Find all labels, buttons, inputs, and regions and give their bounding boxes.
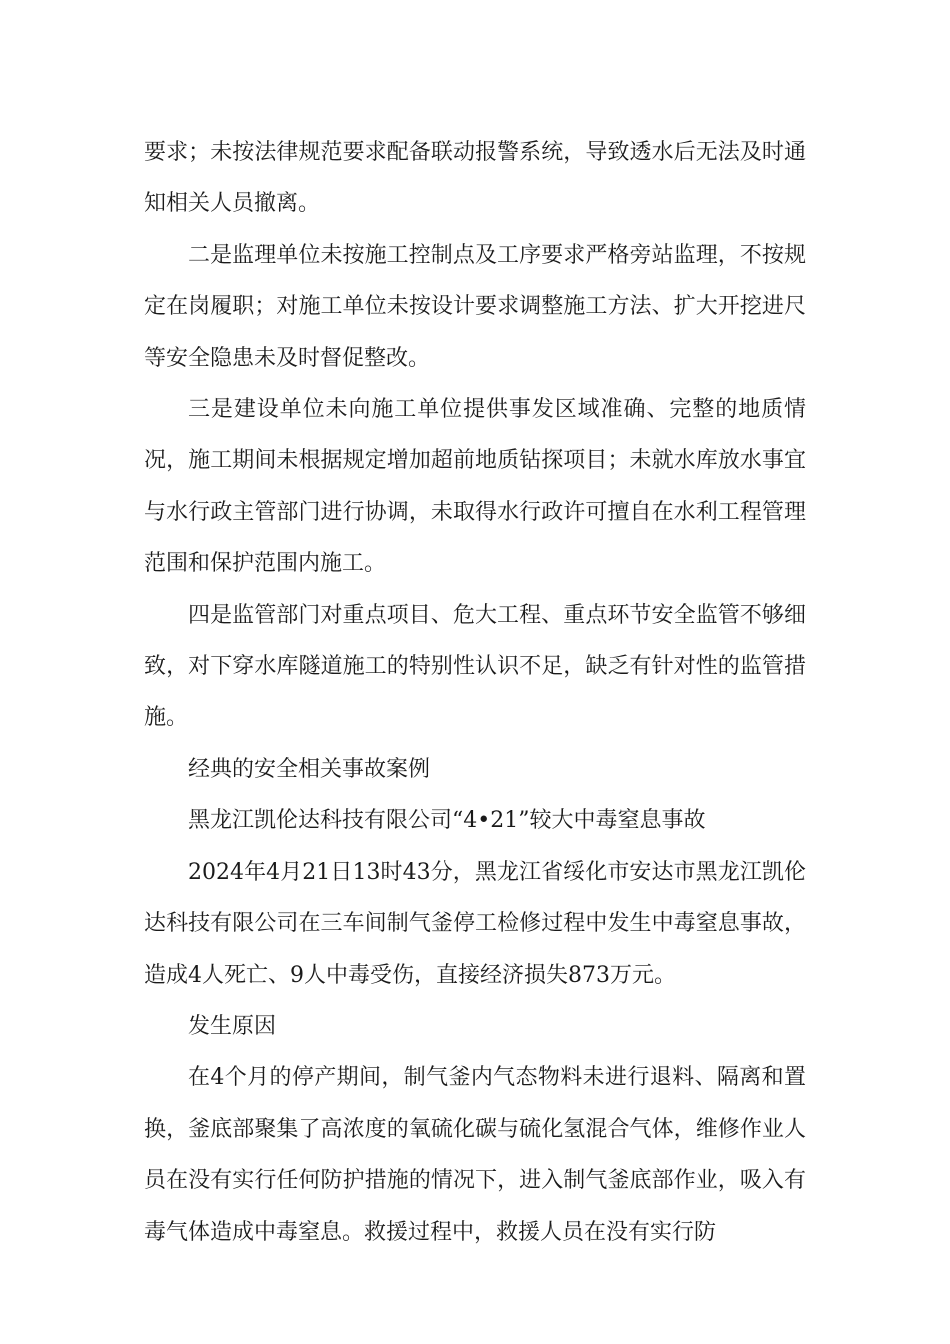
paragraph-continuation: 要求；未按法律规范要求配备联动报警系统，导致透水后无法及时通知相关人员撤离。 (144, 140, 806, 217)
paragraph-cause: 在4个月的停产期间，制气釜内气态物料未进行退料、隔离和置换，釜底部聚集了高浓度的氧硫化碳与硫化氢混合气体，维修作业人员在没有实行任何防护措施的情况下，进入制气釜底部作业，吸入有毒气体造成中毒窒息。救援过程中，救援人员在没有实行防 (144, 1065, 806, 1245)
body-text (144, 127, 806, 1258)
subheading-cause: 发生原因 (188, 1013, 277, 1039)
case-title: 黑龙江凯伦达科技有限公司“4•21”较大中毒窒息事故 (188, 808, 706, 834)
paragraph-supervision-unit: 二是监理单位未按施工控制点及工序要求严格旁站监理，不按规定在岗履职；对施工单位未按设计要求调整施工方法、扩大开挖进尺等安全隐患未及时督促整改。 (144, 242, 806, 371)
paragraph-construction-unit: 三是建设单位未向施工单位提供事发区域准确、完整的地质情况，施工期间未根据规定增加超前地质钻探项目；未就水库放水事宜与水行政主管部门进行协调，未取得水行政许可擅自在水利工程管理范围和保护范围内施工。 (144, 397, 806, 577)
paragraph-regulator: 四是监管部门对重点项目、危大工程、重点环节安全监管不够细致，对下穿水库隧道施工的特别性认识不足，缺乏有针对性的监管措施。 (144, 602, 806, 731)
paragraph-case-summary: 2024年4月21日13时43分，黑龙江省绥化市安达市黑龙江凯伦达科技有限公司在三车间制气釜停工检修过程中发生中毒窒息事故，造成4人死亡、9人中毒受伤，直接经济损失873万元。 (144, 859, 806, 988)
section-heading: 经典的安全相关事故案例 (188, 756, 431, 782)
